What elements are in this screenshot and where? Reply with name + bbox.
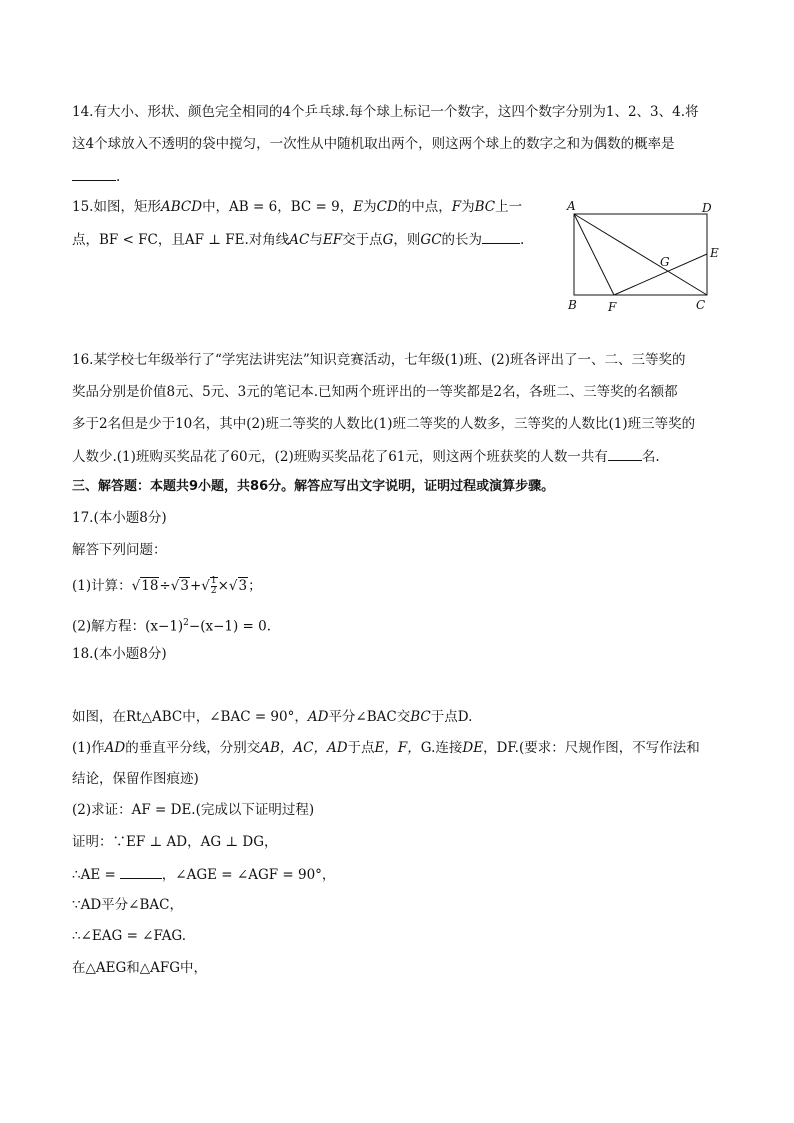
q17-part-2: (2)解方程：$(x-1)^2-(x-1) = 0$. (72, 618, 272, 635)
q18-proof-5: 在△AEG和△AFG中， (72, 960, 208, 976)
q18-proof-4: ∴∠EAG = ∠FAG. (72, 928, 187, 944)
q16-answer-blank (608, 446, 642, 461)
q18-part-1-line-1: (1)作AD的垂直平分线，分别交AB，AC，AD于点E，F，G.连接DE，DF.(要求：尺规作图，不写作法和 (72, 740, 700, 756)
q18-proof-1: 证明：∵EF ⊥ AD，AG ⊥ DG， (72, 834, 278, 850)
label-F: F (608, 300, 617, 314)
q15-line-1: 15.如图，矩形ABCD中，AB = 6，BC = 9，E为CD的中点，F为BC上一 (72, 199, 523, 215)
sqrt-half: $\frac{1}{2}$ (210, 576, 217, 596)
q17-title: 17.(本小题8分) (72, 510, 167, 526)
q15-line-2: 点，BF < FC，且AF ⊥ FE.对角线AC与EF交于点G，则GC的长为 . (72, 229, 524, 250)
q18-part-1-line-2: 结论，保留作图痕迹) (72, 771, 199, 787)
q17-part-1: (1)计算：√18÷√3+√ $\frac{1}{2}$ ×√3； (72, 576, 262, 596)
q18-proof-2: ∴AE = ，∠AGE = ∠AGF = 90°， (72, 864, 335, 885)
q16-line-4: 人数少.(1)班购买奖品花了60元，(2)班购买奖品花了61元，则这两个班获奖的人数一共有 名. (72, 446, 660, 467)
label-E: E (710, 246, 719, 260)
q18-title: 18.(本小题8分) (72, 646, 167, 662)
q15-answer-blank (482, 229, 520, 244)
q17-intro: 解答下列问题： (72, 542, 167, 558)
q16-line-1: 16.某学校七年级举行了“学宪法讲宪法”知识竞赛活动，七年级(1)班、(2)班各评出了一、二、三等奖的 (72, 352, 686, 368)
q14-line-1: 14.有大小、形状、颜色完全相同的4个乒乓球.每个球上标记一个数字，这四个数字分别为1、2、3、4.将 (72, 104, 699, 120)
q18-part-2: (2)求证：AF = DE.(完成以下证明过程) (72, 802, 315, 818)
label-C: C (696, 298, 706, 312)
q16-line-3: 多于2名但是少于10名，其中(2)班二等奖的人数比(1)班二等奖的人数多，三等奖的人数比(1)班三等奖的 (72, 416, 696, 432)
q14-answer-blank (72, 166, 116, 181)
label-A: A (567, 199, 576, 213)
label-D: D (702, 201, 712, 215)
q15-rectangle-figure (560, 196, 730, 318)
q16-line-2: 奖品分别是价值8元、5元、3元的笔记本.已知两个班评出的一等奖都是2名，各班二、三等奖的名额都 (72, 384, 678, 400)
label-G: G (660, 255, 670, 269)
q14-line-3 (72, 166, 120, 187)
q14-line-2: 这4个球放入不透明的袋中搅匀，一次性从中随机取出两个，则这两个球上的数字之和为偶数的概率是 (72, 136, 675, 152)
q18-proof-blank (120, 864, 162, 879)
q18-proof-3: ∵AD平分∠BAC， (72, 897, 183, 913)
section-3-heading: 三、解答题：本题共9小题，共86分。解答应写出文字说明，证明过程或演算步骤。 (72, 479, 555, 494)
q14-period: . (116, 169, 121, 185)
q18-stem: 如图，在Rt△ABC中，∠BAC = 90°，AD平分∠BAC交BC于点D. (72, 709, 473, 725)
label-B: B (568, 298, 577, 312)
